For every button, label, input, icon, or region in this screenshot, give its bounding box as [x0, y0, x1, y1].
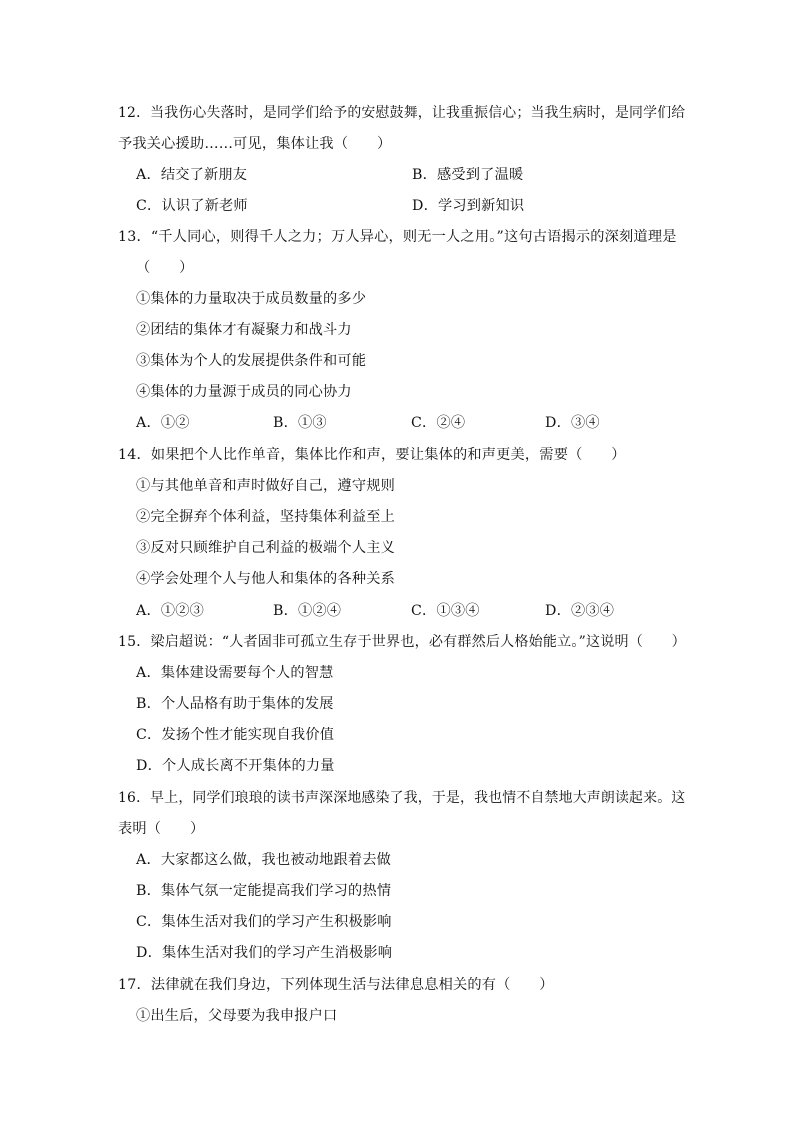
question-15-stem: 15．梁启超说：“人者固非可孤立生存于世界也，必有群然后人格始能立。”这说明（ ） [118, 634, 686, 650]
question-14-option-a: A．①②③ [136, 603, 204, 619]
question-13-statement-2: ②团结的集体才有凝聚力和战斗力 [136, 322, 352, 338]
question-14-option-c: C．①③④ [411, 603, 480, 619]
question-13-statement-4: ④集体的力量源于成员的同心协力 [136, 384, 352, 400]
question-13-option-b: B．①③ [273, 415, 327, 431]
question-16-stem-line-2: 表明（ ） [118, 821, 205, 837]
question-14-stem: 14．如果把个人比作单音，集体比作和声，要让集体的和声更美，需要（ ） [118, 447, 626, 463]
question-12-stem-line-1: 12．当我伤心失落时，是同学们给予的安慰鼓舞，让我重振信心；当我生病时，是同学们给 [118, 105, 686, 121]
question-13-option-d: D．③④ [545, 415, 600, 431]
question-16-option-c: C．集体生活对我们的学习产生积极影响 [136, 914, 392, 930]
question-14-option-d: D．②③④ [545, 603, 615, 619]
question-17-statement-1: ①出生后，父母要为我申报户口 [136, 1008, 338, 1024]
question-17-stem: 17．法律就在我们身边，下列体现生活与法律息息相关的有（ ） [118, 977, 554, 993]
question-16-stem-line-1: 16．早上，同学们琅琅的读书声深深地感染了我，于是，我也情不自禁地大声朗读起来。这 [118, 790, 686, 806]
question-13-statement-3: ③集体为个人的发展提供条件和可能 [136, 353, 367, 369]
question-13-statement-1: ①集体的力量取决于成员数量的多少 [136, 291, 367, 307]
question-14-option-b: B．①②④ [273, 603, 342, 619]
question-16-option-b: B．集体气氛一定能提高我们学习的热情 [136, 883, 392, 899]
question-12-option-b: B．感受到了温暖 [412, 167, 524, 183]
question-15-option-b: B．个人品格有助于集体的发展 [136, 696, 334, 712]
question-15-option-a: A．集体建设需要每个人的智慧 [136, 665, 334, 681]
question-12-option-d: D．学习到新知识 [412, 198, 525, 214]
question-16-option-a: A．大家都这么做，我也被动地跟着去做 [136, 852, 392, 868]
question-12-option-c: C．认识了新老师 [136, 198, 248, 214]
question-15-option-d: D．个人成长离不开集体的力量 [136, 758, 335, 774]
question-14-statement-4: ④学会处理个人与他人和集体的各种关系 [136, 571, 395, 587]
question-12-option-a: A．结交了新朋友 [136, 167, 248, 183]
question-12-stem-line-2: 予我关心援助……可见，集体让我（ ） [118, 136, 392, 152]
question-16-option-d: D．集体生活对我们的学习产生消极影响 [136, 945, 393, 961]
question-14-statement-2: ②完全摒弃个体利益，坚持集体利益至上 [136, 509, 395, 525]
question-14-statement-3: ③反对只顾维护自己利益的极端个人主义 [136, 540, 395, 556]
question-13-option-a: A．①② [136, 415, 190, 431]
question-14-statement-1: ①与其他单音和声时做好自己，遵守规则 [136, 478, 395, 494]
question-13-option-c: C．②④ [411, 415, 466, 431]
question-13-stem-line-1: 13．“千人同心，则得千人之力；万人异心，则无一人之用。”这句古语揭示的深刻道理是 [118, 229, 677, 245]
question-13-stem-line-2: （ ） [136, 260, 194, 276]
question-15-option-c: C．发扬个性才能实现自我价值 [136, 727, 335, 743]
